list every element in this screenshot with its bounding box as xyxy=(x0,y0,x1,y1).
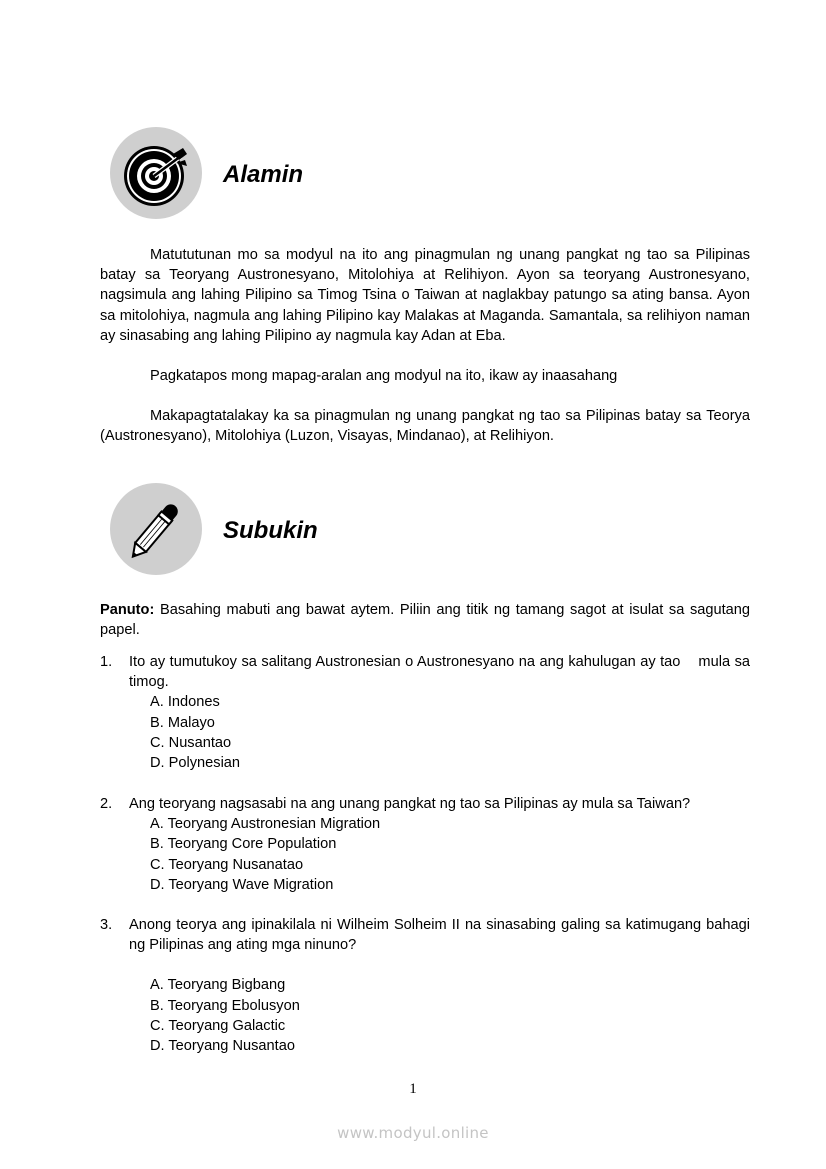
choice-a: A. Teoryang Austronesian Migration xyxy=(150,816,381,833)
instructions xyxy=(100,600,750,640)
alamin-title: Alamin xyxy=(223,161,304,188)
subukin-title: Subukin xyxy=(223,517,318,544)
alamin-paragraph-intro: Matututunan mo sa modyul na ito ang pinagmulan ng unang pangkat ng tao sa Pilipinas batay sa Teoryang Austronesyano, Mitolohiya at Relihiyon. Ayon sa teoryang Austronesyano, nagsimula ang lahing Pilipino sa Timog Tsina o Taiwan at naglakbay patungo sa ating bansa. Ayon sa mitolohiya, nagmula ang lahing Pilipino kay Malakas at Maganda. Samantala, sa relihiyon naman ay sinasabing ang lahing Pilipino ay nagmula kay Adan at Eba. xyxy=(100,247,750,344)
pencil-icon xyxy=(110,483,202,575)
question-1 xyxy=(100,652,755,773)
instruction-text: Basahing mabuti ang bawat aytem. Piliin ang titik ng tamang sagot at isulat sa sagutang papel. xyxy=(100,602,750,639)
question-text: Anong teorya ang ipinakilala ni Wilheim Solheim II na sinasabing galing sa katimugang bahagi ng Pilipinas ang ating mga ninuno? xyxy=(129,917,750,954)
alamin-paragraph-expectation: Pagkatapos mong mapag-aralan ang modyul na ito, ikaw ay inaasahang xyxy=(150,368,618,384)
choice-b: B. Malayo xyxy=(150,714,215,731)
watermark: www.modyul.online xyxy=(337,1124,489,1142)
page-number: 1 xyxy=(409,1081,417,1097)
choice-c: C. Nusantao xyxy=(150,734,232,751)
choice-list xyxy=(150,975,750,1056)
choice-c: C. Teoryang Galactic xyxy=(150,1017,286,1034)
choice-a: A. Indones xyxy=(150,694,220,711)
choice-b: B. Teoryang Core Population xyxy=(150,836,337,853)
question-number: 3. xyxy=(100,917,113,933)
question-text: Ang teoryang nagsasabi na ang unang pangkat ng tao sa Pilipinas ay mula sa Taiwan? xyxy=(129,796,691,812)
choice-b: B. Teoryang Ebolusyon xyxy=(150,997,300,1014)
choice-a: A. Teoryang Bigbang xyxy=(150,977,286,994)
instruction-label: Panuto: xyxy=(100,602,155,618)
question-number: 1. xyxy=(100,654,113,670)
choice-list xyxy=(150,692,750,773)
question-text: Ito ay tumutukoy sa salitang Austronesian o Austronesyano na ang kahulugan ay tao mula sa timog. xyxy=(129,654,755,691)
choice-c: C. Teoryang Nusanatao xyxy=(150,856,304,873)
choice-list xyxy=(150,814,750,895)
choice-d: D. Teoryang Nusantao xyxy=(150,1038,295,1055)
alamin-header xyxy=(110,127,303,219)
choice-d: D. Polynesian xyxy=(150,755,241,772)
target-icon xyxy=(110,127,202,219)
question-3 xyxy=(100,915,750,1056)
choice-d: D. Teoryang Wave Migration xyxy=(150,876,334,893)
question-number: 2. xyxy=(100,796,113,812)
alamin-paragraph-objective: Makapagtatalakay ka sa pinagmulan ng unang pangkat ng tao sa Pilipinas batay sa Teorya (Austronesyano), Mitolohiya (Luzon, Visayas, Mindanao), at Relihiyon. xyxy=(100,408,750,445)
question-2 xyxy=(100,794,750,895)
subukin-header xyxy=(110,483,318,575)
